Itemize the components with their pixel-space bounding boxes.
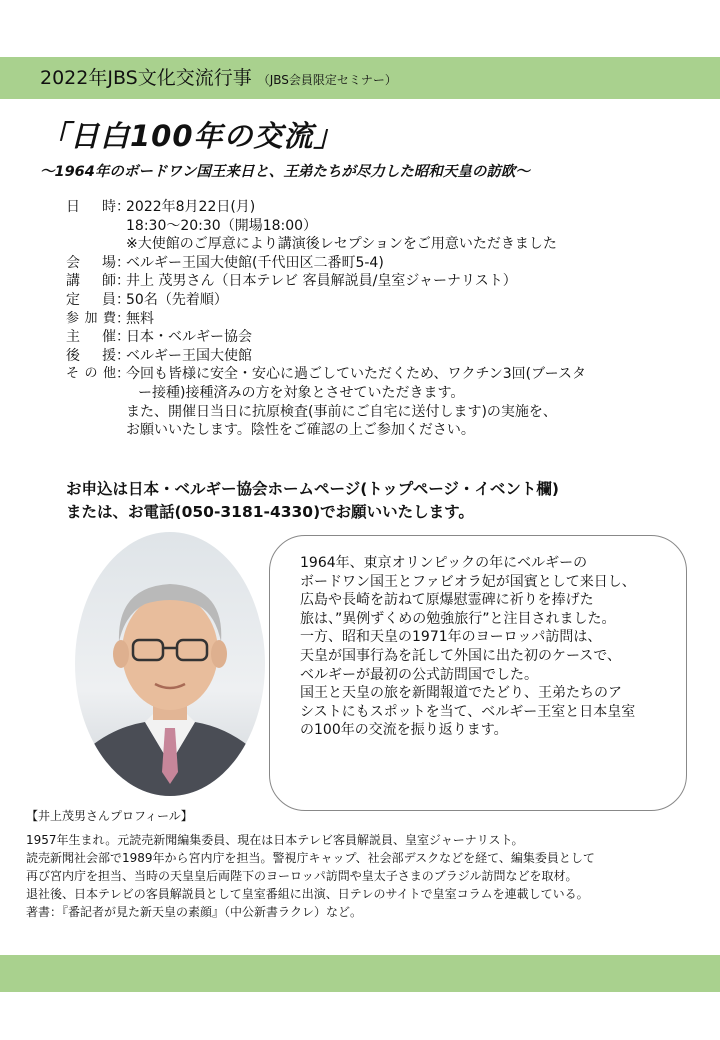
detail-label: 定員 (66, 291, 116, 308)
detail-value: ※大使館のご厚意により講演後レセプションをご用意いただきました (126, 236, 557, 253)
summary-line: の100年の交流を振り返ります。 (300, 722, 508, 739)
detail-value: 18:30～20:30（開場18:00） (126, 217, 318, 234)
summary-line: 天皇が国事行為を託して外国に出た初のケースで、 (300, 647, 622, 664)
summary-line: 旅は、”異例ずくめの勉強旅行”と注目されました。 (300, 610, 616, 627)
detail-colon: ： (116, 291, 130, 308)
summary-line: 国王と天皇の旅を新聞報道でたどり、王弟たちのア (300, 685, 622, 702)
detail-value: また、開催日当日に抗原検査(事前にご自宅に送付します)の実施を、 (126, 403, 557, 420)
profile-text (26, 831, 706, 921)
summary-line: 1964年、東京オリンピックの年にベルギーの (300, 555, 588, 571)
detail-colon: ： (116, 273, 130, 290)
summary-line: ボードワン国王とファビオラ妃が国賓として来日し、 (300, 573, 636, 590)
detail-colon: ： (116, 366, 130, 383)
detail-value: 今回も皆様に安全・安心に過ごしていただくため、ワクチン3回(ブースタ (126, 366, 586, 383)
event-details (66, 198, 706, 440)
detail-value: 無料 (126, 310, 154, 327)
detail-row-speaker (66, 272, 706, 291)
detail-row-support (66, 347, 706, 366)
detail-colon: ： (116, 310, 130, 327)
summary-line: 一方、昭和天皇の1971年のヨーロッパ訪問は、 (300, 629, 602, 646)
detail-value: 50名（先着順） (126, 291, 228, 308)
detail-label: 主催 (66, 329, 116, 346)
detail-value: 2022年8月22日(月) (126, 199, 256, 215)
speaker-photo (75, 532, 265, 796)
speaker-portrait (75, 532, 265, 796)
detail-row-other (66, 365, 706, 439)
detail-row-host (66, 328, 706, 347)
detail-row-fee (66, 310, 706, 329)
detail-row-date (66, 198, 706, 254)
profile-heading: 【井上茂男さんプロフィール】 (26, 809, 193, 823)
profile-line: 1957年生まれ。元読売新聞編集委員、現在は日本テレビ客員解説員、皇室ジャーナリスト。 (26, 833, 524, 847)
summary-bubble (269, 535, 687, 811)
summary-line: シストにもスポットを当て、ベルギー王室と日本皇室 (300, 703, 636, 720)
application-info (66, 478, 559, 524)
detail-label: 参加費 (66, 310, 116, 326)
profile-line: 読売新聞社会部で1989年から宮内庁を担当。警視庁キャップ、社会部デスクなどを経て、編集委員として (26, 851, 595, 865)
detail-value: お願いいたします。陰性をご確認の上ご参加ください。 (126, 422, 475, 439)
detail-row-capacity (66, 291, 706, 310)
detail-label: 会場 (66, 254, 116, 271)
profile-line: 退社後、日本テレビの客員解説員として皇室番組に出演、日テレのサイトで皇室コラムを連載している。 (26, 887, 589, 901)
bottom-banner (0, 955, 720, 992)
detail-colon: ： (116, 347, 130, 364)
application-line: お申込は日本・ベルギー協会ホームページ(トップページ・イベント欄) (66, 480, 559, 498)
detail-colon: ： (116, 254, 130, 271)
detail-value: ー接種)接種済みの方を対象とさせていただきます。 (138, 384, 465, 401)
detail-value: 日本・ベルギー協会 (126, 329, 252, 346)
detail-colon: ： (116, 199, 130, 215)
profile-line: 著書：『番記者が見た新天皇の素顔』（中公新書ラクレ）など。 (26, 905, 363, 919)
detail-colon: ： (116, 329, 130, 346)
header-sub: （JBS会員限定セミナー） (257, 73, 397, 87)
detail-value: 井上 茂男さん（日本テレビ 客員解説員/皇室ジャーナリスト） (126, 273, 517, 290)
detail-label: 日時 (66, 199, 116, 215)
application-line: または、お電話(050-3181-4330)でお願いいたします。 (66, 503, 474, 521)
profile-line: 再び宮内庁を担当、当時の天皇皇后両陛下のヨーロッパ訪問や皇太子さまのブラジル訪問などを取材。 (26, 869, 578, 883)
detail-label: その他 (66, 366, 116, 382)
summary-line: 広島や長崎を訪ねて原爆慰霊碑に祈りを捧げた (300, 592, 594, 609)
header-main: 2022年JBS文化交流行事 (40, 67, 252, 89)
detail-row-venue (66, 254, 706, 273)
summary-line: ベルギーが最初の公式訪問国でした。 (300, 666, 538, 683)
event-title: 「日白100年の交流」 (40, 119, 344, 153)
detail-label: 後援 (66, 347, 116, 364)
detail-value: ベルギー王国大使館 (126, 347, 252, 364)
event-subtitle: ～1964年のボードワン国王来日と、王弟たちが尽力した昭和天皇の訪欧～ (40, 164, 530, 180)
detail-label: 講師 (66, 273, 116, 290)
event-header (40, 64, 397, 94)
detail-value: ベルギー王国大使館(千代田区二番町5-4) (126, 254, 384, 271)
